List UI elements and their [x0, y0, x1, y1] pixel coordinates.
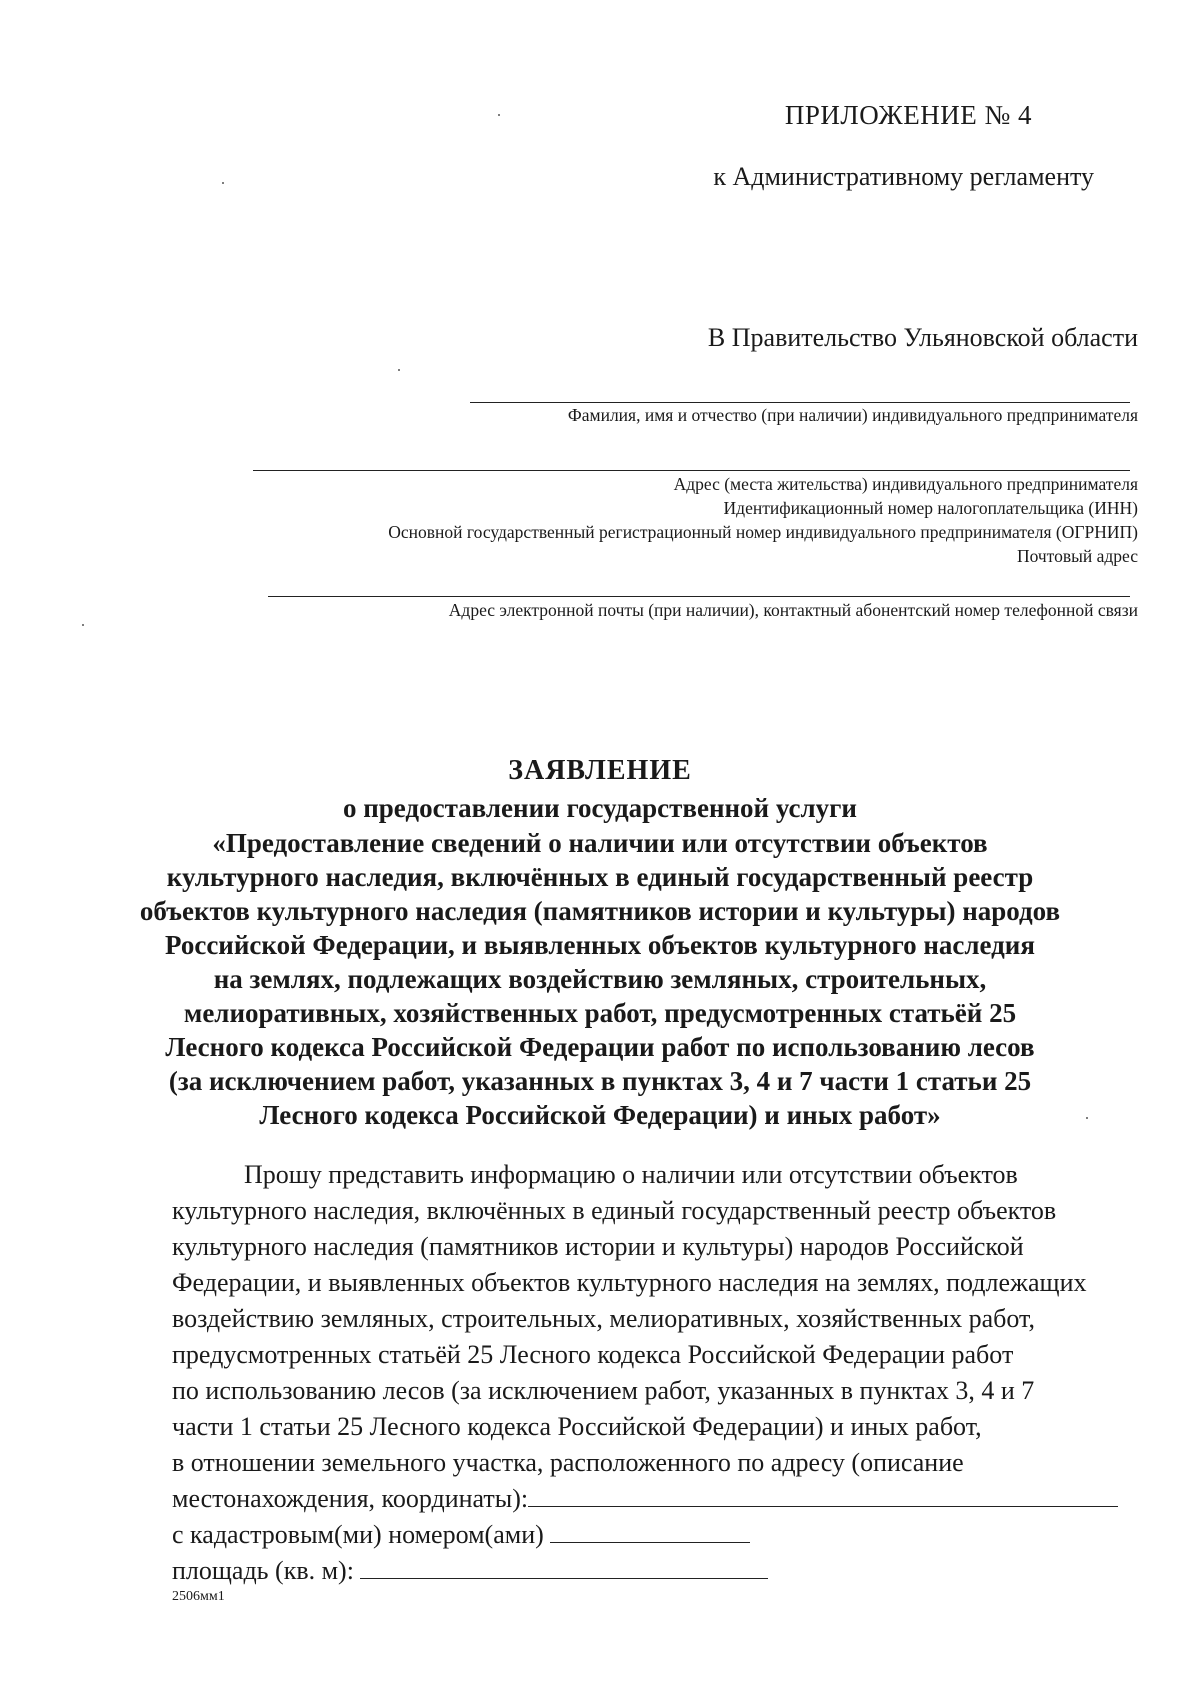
scan-speck: [498, 114, 500, 116]
request-paragraph-line: предусмотренных статьёй 25 Лесного кодекса Российской Федерации работ: [172, 1340, 1014, 1369]
title-line: Лесного кодекса Российской Федерации) и иных работ»: [259, 1100, 941, 1130]
request-paragraph-line: части 1 статьи 25 Лесного кодекса Российской Федерации) и иных работ,: [172, 1412, 982, 1441]
title-line: культурного наследия, включённых в единый государственный реестр: [166, 862, 1034, 892]
fio-caption: Фамилия, имя и отчество (при наличии) индивидуального предпринимателя: [567, 405, 1138, 425]
request-paragraph-line: Прошу представить информацию о наличии или отсутствии объектов: [244, 1160, 1018, 1189]
cadastral-row: [172, 1520, 750, 1550]
request-paragraph-line: культурного наследия (памятников истории и культуры) народов Российской: [172, 1232, 1024, 1261]
title-line: о предоставлении государственной услуги: [342, 793, 857, 823]
request-paragraph-line: по использованию лесов (за исключением работ, указанных в пунктах 3, 4 и 7: [172, 1376, 1035, 1405]
area-field[interactable]: [360, 1556, 768, 1579]
postal-caption: Почтовый адрес: [1016, 546, 1138, 566]
request-paragraph-line: воздействию земляных, строительных, мелиоративных, хозяйственных работ,: [172, 1304, 1035, 1333]
request-paragraph-line: Федерации, и выявленных объектов культурного наследия на землях, подлежащих: [172, 1268, 1087, 1297]
title-line: мелиоративных, хозяйственных работ, предусмотренных статьёй 25: [183, 998, 1017, 1028]
title-line: Лесного кодекса Российской Федерации работ по использованию лесов: [165, 1032, 1035, 1062]
scan-speck: [1086, 1117, 1088, 1119]
location-row: [172, 1484, 1118, 1514]
document-title: ЗАЯВЛЕНИЕ: [508, 755, 692, 786]
title-line: (за исключением работ, указанных в пунктах 3, 4 и 7 части 1 статьи 25: [168, 1066, 1032, 1096]
request-paragraph-line: культурного наследия, включённых в единый государственный реестр объектов: [172, 1196, 1057, 1225]
address-caption: Адрес (места жительства) индивидуального предпринимателя: [673, 474, 1138, 494]
applicant-details-field-line[interactable]: [253, 470, 1130, 471]
title-line: Российской Федерации, и выявленных объектов культурного наследия: [165, 930, 1035, 960]
title-line: на землях, подлежащих воздействию земляных, строительных,: [213, 964, 987, 994]
scan-speck: [82, 624, 84, 626]
cadastral-label: с кадастровым(ми) номером(ами): [172, 1520, 544, 1549]
contacts-caption: Адрес электронной почты (при наличии), контактный абонентский номер телефонной связи: [448, 600, 1138, 620]
title-line: объектов культурного наследия (памятников истории и культуры) народов: [139, 896, 1061, 926]
area-row: [172, 1556, 768, 1586]
document-code: 2506мм1: [172, 1589, 225, 1604]
scan-speck: [398, 369, 400, 371]
appendix-number: ПРИЛОЖЕНИЕ № 4: [784, 100, 1032, 130]
cadastral-field[interactable]: [550, 1520, 750, 1543]
title-line: «Предоставление сведений о наличии или отсутствии объектов: [212, 828, 988, 858]
scan-speck: [222, 182, 224, 184]
area-label: площадь (кв. м):: [172, 1556, 354, 1585]
location-label: местонахождения, координаты):: [172, 1484, 529, 1513]
location-field[interactable]: [528, 1484, 1118, 1507]
ogrnip-caption: Основной государственный регистрационный номер индивидуального предпринимателя (ОГРНИП): [388, 522, 1138, 542]
addressee: В Правительство Ульяновской области: [707, 323, 1138, 352]
inn-caption: Идентификационный номер налогоплательщика (ИНН): [723, 498, 1138, 518]
request-paragraph-line: в отношении земельного участка, расположенного по адресу (описание: [172, 1448, 964, 1477]
fio-field-line[interactable]: [470, 402, 1130, 403]
appendix-subtitle: к Административному регламенту: [713, 162, 1094, 191]
contacts-field-line[interactable]: [268, 596, 1130, 597]
